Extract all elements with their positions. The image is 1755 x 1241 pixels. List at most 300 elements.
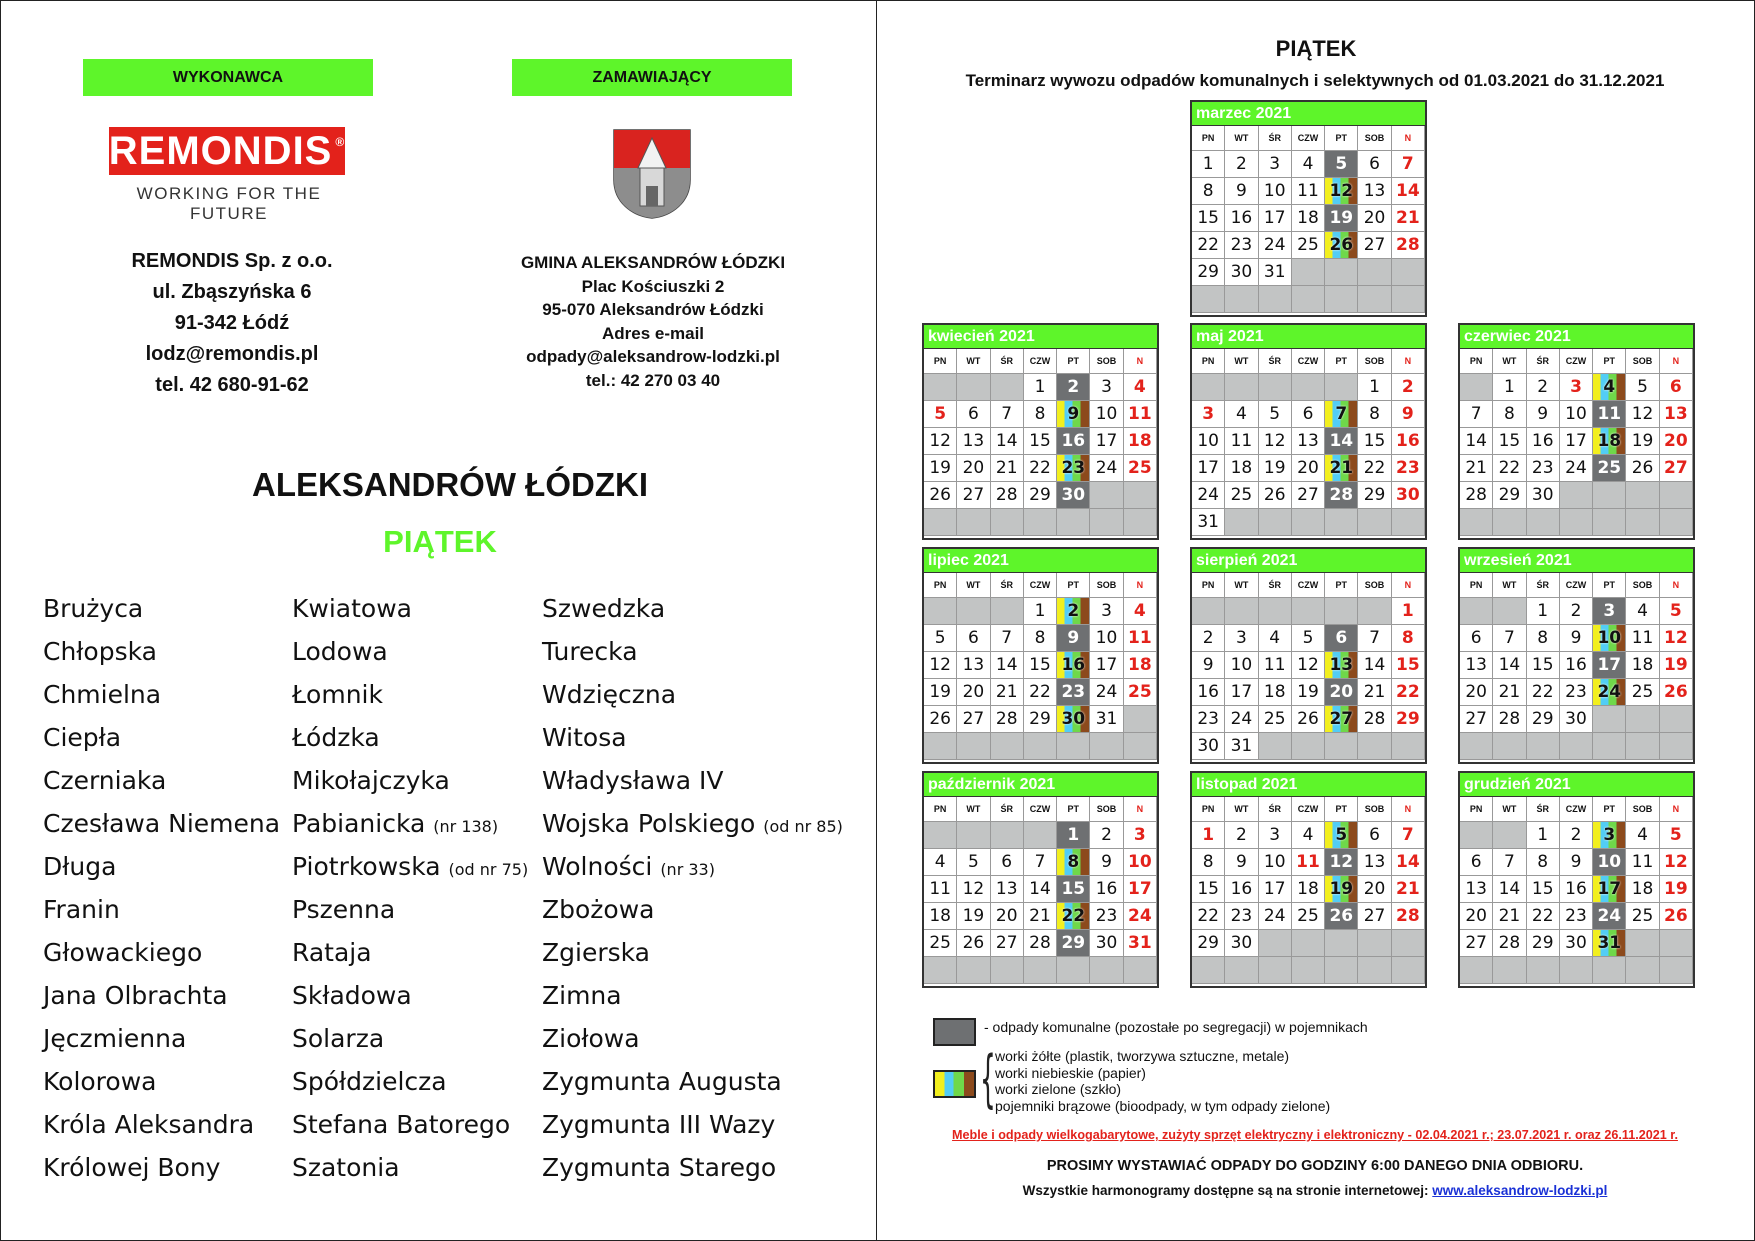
weekday-label: N: [1660, 797, 1693, 822]
day-cell: [1392, 822, 1425, 849]
empty-cell: [1593, 957, 1626, 984]
day-cell: [1124, 849, 1157, 876]
day-cell: [1090, 625, 1123, 652]
day-number: 11: [1631, 628, 1654, 648]
empty-cell: [1292, 598, 1325, 625]
day-cell: [957, 482, 990, 509]
address-line: ul. Zbąszyńska 6: [152, 281, 312, 303]
day-cell: [991, 625, 1024, 652]
empty-cell: [1292, 259, 1325, 286]
weekday-label: PT: [1057, 349, 1090, 374]
day-cell: [1192, 259, 1225, 286]
month-calendar: [922, 771, 1159, 988]
day-cell: [991, 876, 1024, 903]
day-number: 8: [1369, 404, 1380, 424]
day-cell: [957, 625, 990, 652]
street-item: [292, 719, 528, 762]
empty-cell: [1493, 598, 1526, 625]
day-number: 22: [1197, 235, 1219, 255]
day-cell: [991, 652, 1024, 679]
day-number: 3: [1269, 825, 1281, 845]
empty-cell: [1527, 509, 1560, 536]
day-cell: [924, 930, 957, 957]
day-number: 11: [929, 879, 951, 899]
day-cell: [1124, 455, 1157, 482]
day-number: 5: [1335, 825, 1348, 845]
day-number: 30: [1061, 709, 1086, 729]
empty-cell: [1325, 509, 1358, 536]
website-link[interactable]: www.aleksandrow-lodzki.pl: [1432, 1183, 1608, 1198]
schedule-subtitle: Terminarz wywozu odpadów komunalnych i selektywnych od 01.03.2021 do 31.12.2021: [965, 71, 1665, 90]
street-name: Długa: [43, 852, 117, 881]
street-item: [292, 676, 528, 719]
day-number: 1: [1202, 154, 1214, 174]
empty-cell: [1024, 733, 1057, 760]
weekday-label: N: [1392, 126, 1425, 151]
day-number: 12: [929, 431, 951, 451]
weekday-label: N: [1660, 349, 1693, 374]
day-cell: [1259, 205, 1292, 232]
day-cell: [1024, 903, 1057, 930]
weekday-label: N: [1392, 349, 1425, 374]
weekday-label: SOB: [1090, 573, 1123, 598]
empty-cell: [1325, 286, 1358, 313]
day-number: 8: [1537, 628, 1549, 648]
day-number: 25: [1631, 682, 1654, 702]
day-cell: [1024, 598, 1057, 625]
legend-item: pojemniki brązowe (bioodpady, w tym odpady zielone): [995, 1097, 1331, 1114]
day-number: 18: [1631, 879, 1654, 899]
street-item: [292, 805, 528, 848]
day-number: 2: [1401, 377, 1414, 397]
weekday-label: CZW: [1560, 349, 1593, 374]
weekday-label: PN: [1192, 797, 1225, 822]
day-number: 12: [1297, 655, 1319, 675]
day-number: 20: [962, 682, 985, 702]
day-cell: [991, 679, 1024, 706]
day-number: 22: [1029, 682, 1051, 702]
day-number: 9: [1101, 852, 1112, 872]
street-item: [292, 762, 528, 805]
legend-item: worki niebieskie (papier): [995, 1064, 1146, 1081]
street-name: Wdzięczna: [542, 680, 677, 709]
street-name: Składowa: [292, 981, 412, 1010]
day-number: 1: [1537, 825, 1549, 845]
empty-cell: [1593, 482, 1626, 509]
street-item: [43, 633, 280, 676]
day-number: 6: [1669, 377, 1682, 397]
day-cell: [1358, 903, 1391, 930]
remondis-logo-text: REMONDIS: [108, 128, 333, 173]
street-item: [43, 590, 280, 633]
day-cell: [1124, 822, 1157, 849]
empty-cell: [1292, 509, 1325, 536]
day-cell: [1325, 482, 1358, 509]
day-number: 5: [1302, 628, 1314, 648]
day-cell: [1493, 930, 1526, 957]
empty-cell: [1090, 509, 1123, 536]
day-number: 17: [1565, 431, 1587, 451]
day-number: 29: [1197, 933, 1219, 953]
weekday-label: SOB: [1358, 126, 1391, 151]
day-cell: [1660, 652, 1693, 679]
day-cell: [1024, 374, 1057, 401]
day-cell: [1259, 151, 1292, 178]
day-cell: [1626, 903, 1659, 930]
street-item: [43, 1106, 280, 1149]
month-days: [1192, 573, 1425, 760]
weekday-label: PT: [1325, 797, 1358, 822]
month-days: [1192, 797, 1425, 984]
weekday-label: SOB: [1626, 349, 1659, 374]
day-number: 10: [1095, 628, 1118, 648]
day-cell: [924, 482, 957, 509]
empty-cell: [1124, 957, 1157, 984]
empty-cell: [991, 509, 1024, 536]
day-number: 19: [962, 906, 985, 926]
day-cell: [1057, 598, 1090, 625]
day-number: 14: [1465, 431, 1487, 451]
month-title: kwiecień 2021: [924, 325, 1157, 349]
day-number: 15: [1498, 431, 1521, 451]
day-number: 9: [1570, 852, 1582, 872]
empty-cell: [1292, 286, 1325, 313]
empty-cell: [1325, 930, 1358, 957]
day-cell: [1192, 205, 1225, 232]
day-cell: [1460, 428, 1493, 455]
day-cell: [1460, 652, 1493, 679]
day-title: PIĄTEK: [383, 524, 497, 559]
day-cell: [1225, 232, 1258, 259]
day-number: 27: [1465, 709, 1487, 729]
street-name: Głowackiego: [43, 938, 203, 967]
day-cell: [1527, 625, 1560, 652]
day-cell: [1527, 482, 1560, 509]
day-number: 25: [929, 933, 951, 953]
day-number: 7: [1001, 628, 1013, 648]
day-number: 22: [1531, 682, 1554, 702]
street-item: [292, 891, 528, 934]
day-number: 4: [1302, 825, 1314, 845]
day-number: 23: [1061, 458, 1086, 478]
empty-cell: [1192, 374, 1225, 401]
day-cell: [1090, 652, 1123, 679]
day-cell: [1392, 679, 1425, 706]
day-cell: [1527, 455, 1560, 482]
day-cell: [1225, 259, 1258, 286]
day-number: 3: [1133, 825, 1146, 845]
weekday-label: SOB: [1626, 573, 1659, 598]
day-number: 16: [1197, 682, 1219, 702]
weekday-label: CZW: [1292, 797, 1325, 822]
day-number: 9: [1236, 181, 1247, 201]
day-number: 27: [1363, 235, 1386, 255]
day-number: 10: [1230, 655, 1253, 675]
day-number: 14: [1498, 655, 1521, 675]
day-cell: [1527, 428, 1560, 455]
day-number: 23: [1197, 709, 1219, 729]
day-number: 19: [1329, 208, 1354, 228]
day-cell: [1292, 401, 1325, 428]
day-cell: [1225, 930, 1258, 957]
weekday-label: CZW: [1024, 573, 1057, 598]
empty-cell: [1192, 598, 1225, 625]
day-cell: [1024, 482, 1057, 509]
day-cell: [1493, 849, 1526, 876]
day-cell: [1225, 401, 1258, 428]
day-cell: [1090, 903, 1123, 930]
day-cell: [1392, 482, 1425, 509]
day-number: 29: [1498, 485, 1521, 505]
empty-cell: [1259, 374, 1292, 401]
day-number: 13: [962, 431, 985, 451]
empty-cell: [1259, 957, 1292, 984]
empty-cell: [1626, 482, 1659, 509]
street-name: Zgierska: [542, 938, 650, 967]
day-cell: [1392, 706, 1425, 733]
day-cell: [1325, 679, 1358, 706]
day-number: 22: [1197, 906, 1219, 926]
weekday-label: ŚR: [1259, 126, 1292, 151]
month-calendar: [1190, 547, 1427, 764]
day-number: 24: [1095, 682, 1118, 702]
day-number: 28: [1329, 485, 1354, 505]
day-number: 13: [1297, 431, 1319, 451]
day-cell: [1358, 401, 1391, 428]
day-cell: [1660, 822, 1693, 849]
day-cell: [1124, 428, 1157, 455]
day-cell: [1057, 876, 1090, 903]
day-number: 14: [1498, 879, 1521, 899]
weekday-label: N: [1124, 349, 1157, 374]
day-cell: [1057, 428, 1090, 455]
day-number: 5: [1269, 404, 1281, 424]
day-number: 24: [1095, 458, 1118, 478]
day-number: 5: [1669, 601, 1682, 621]
day-cell: [991, 455, 1024, 482]
day-cell: [1259, 876, 1292, 903]
day-number: 21: [1396, 879, 1420, 899]
month-days: [924, 349, 1157, 536]
month-days: [1460, 797, 1693, 984]
day-cell: [1192, 625, 1225, 652]
month-title: listopad 2021: [1192, 773, 1425, 797]
weekday-label: ŚR: [1259, 349, 1292, 374]
weekday-label: PT: [1325, 573, 1358, 598]
day-cell: [1626, 625, 1659, 652]
day-cell: [957, 428, 990, 455]
day-number: 2: [1236, 825, 1247, 845]
day-cell: [1325, 625, 1358, 652]
day-cell: [1090, 706, 1123, 733]
month-title: sierpień 2021: [1192, 549, 1425, 573]
empty-cell: [1493, 509, 1526, 536]
empty-cell: [1225, 286, 1258, 313]
day-cell: [1024, 679, 1057, 706]
day-number: 23: [1565, 906, 1587, 926]
month-calendar: [922, 323, 1159, 540]
day-number: 3: [1101, 377, 1112, 397]
day-cell: [924, 625, 957, 652]
weekday-label: WT: [1493, 573, 1526, 598]
day-cell: [1493, 679, 1526, 706]
day-number: 25: [1230, 485, 1253, 505]
street-item: [43, 1020, 280, 1063]
day-cell: [1024, 652, 1057, 679]
day-number: 23: [1095, 906, 1118, 926]
weekday-label: WT: [1225, 349, 1258, 374]
day-cell: [1660, 401, 1693, 428]
day-cell: [1593, 849, 1626, 876]
day-cell: [1527, 401, 1560, 428]
weekday-label: WT: [957, 349, 990, 374]
street-name: Zygmunta Augusta: [542, 1067, 782, 1096]
day-number: 31: [1597, 933, 1622, 953]
empty-cell: [991, 598, 1024, 625]
weekday-label: CZW: [1292, 573, 1325, 598]
day-number: 8: [1034, 628, 1046, 648]
empty-cell: [924, 957, 957, 984]
day-cell: [1527, 598, 1560, 625]
street-list-1: [43, 590, 280, 1192]
weekday-label: CZW: [1560, 797, 1593, 822]
weekday-label: WT: [1225, 126, 1258, 151]
legend-grey-swatch: [933, 1018, 976, 1046]
day-number: 22: [1498, 458, 1521, 478]
day-number: 16: [1095, 879, 1118, 899]
street-name: Łódzka: [292, 723, 380, 752]
day-number: 19: [1297, 682, 1319, 702]
day-number: 14: [1396, 181, 1420, 201]
day-number: 16: [1230, 879, 1253, 899]
street-item: [43, 676, 280, 719]
contractor-address: [82, 246, 382, 401]
empty-cell: [1460, 598, 1493, 625]
day-number: 17: [1597, 655, 1622, 675]
empty-cell: [1493, 822, 1526, 849]
day-number: 23: [1565, 682, 1587, 702]
day-number: 17: [1263, 879, 1286, 899]
day-cell: [1259, 455, 1292, 482]
street-item: [292, 633, 528, 676]
day-number: 15: [1197, 208, 1219, 228]
day-cell: [1124, 876, 1157, 903]
day-cell: [1560, 374, 1593, 401]
day-cell: [1090, 849, 1123, 876]
empty-cell: [1024, 509, 1057, 536]
street-item: [292, 977, 528, 1020]
address-line: REMONDIS Sp. z o.o.: [131, 250, 333, 272]
day-cell: [1225, 822, 1258, 849]
day-cell: [957, 401, 990, 428]
day-number: 29: [1396, 709, 1420, 729]
weekday-label: ŚR: [991, 573, 1024, 598]
street-name: Pabianicka: [292, 809, 426, 838]
weekday-label: SOB: [1626, 797, 1659, 822]
empty-cell: [1626, 509, 1659, 536]
day-cell: [1392, 428, 1425, 455]
street-name: Piotrkowska: [292, 852, 441, 881]
day-number: 26: [1664, 906, 1688, 926]
empty-cell: [1225, 598, 1258, 625]
day-number: 11: [1597, 404, 1622, 424]
street-name: Szatonia: [292, 1153, 400, 1182]
day-number: 21: [995, 682, 1018, 702]
day-cell: [1325, 849, 1358, 876]
day-cell: [1259, 428, 1292, 455]
day-number: 17: [1230, 682, 1253, 702]
day-number: 18: [929, 906, 951, 926]
day-cell: [1460, 679, 1493, 706]
day-cell: [1225, 178, 1258, 205]
day-cell: [1225, 876, 1258, 903]
day-number: 9: [1202, 655, 1214, 675]
empty-cell: [1560, 509, 1593, 536]
day-cell: [991, 849, 1024, 876]
day-number: 9: [1537, 404, 1549, 424]
day-cell: [1560, 822, 1593, 849]
day-number: 10: [1263, 181, 1286, 201]
day-cell: [1292, 876, 1325, 903]
day-number: 13: [1465, 879, 1487, 899]
day-cell: [1358, 482, 1391, 509]
day-cell: [1325, 822, 1358, 849]
day-cell: [1259, 903, 1292, 930]
day-cell: [1593, 679, 1626, 706]
day-number: 6: [1001, 852, 1013, 872]
day-cell: [924, 401, 957, 428]
weekday-label: WT: [1493, 349, 1526, 374]
street-item: [43, 1063, 280, 1106]
page-divider: [876, 0, 877, 1241]
day-cell: [957, 679, 990, 706]
empty-cell: [1493, 733, 1526, 760]
day-number: 28: [1363, 709, 1386, 729]
bulky-waste-note: Meble i odpady wielkogabarytowe, zużyty sprzęt elektryczny i elektroniczny - 02.04.2021 r.; 23.07.2021 r. oraz 26.11.2021 r.: [952, 1128, 1678, 1142]
day-cell: [1626, 428, 1659, 455]
day-number: 26: [1329, 235, 1354, 255]
day-cell: [1192, 706, 1225, 733]
day-number: 28: [995, 485, 1018, 505]
day-cell: [1225, 151, 1258, 178]
empty-cell: [1660, 930, 1693, 957]
day-cell: [1325, 151, 1358, 178]
day-number: 12: [1263, 431, 1286, 451]
empty-cell: [924, 598, 957, 625]
empty-cell: [1259, 598, 1292, 625]
day-cell: [1259, 625, 1292, 652]
day-cell: [1358, 652, 1391, 679]
day-number: 16: [1531, 431, 1554, 451]
day-cell: [1358, 876, 1391, 903]
coat-of-arms-icon: [612, 128, 692, 220]
day-number: 4: [1637, 825, 1648, 845]
day-cell: [1560, 876, 1593, 903]
day-number: 29: [1029, 709, 1051, 729]
weekday-label: SOB: [1090, 349, 1123, 374]
day-cell: [1493, 428, 1526, 455]
day-cell: [1192, 733, 1225, 760]
day-cell: [1259, 401, 1292, 428]
day-cell: [1660, 625, 1693, 652]
day-cell: [1358, 232, 1391, 259]
day-cell: [957, 652, 990, 679]
month-title: czerwiec 2021: [1460, 325, 1693, 349]
day-cell: [1392, 652, 1425, 679]
day-number: 30: [1230, 262, 1253, 282]
empty-cell: [1090, 957, 1123, 984]
day-cell: [924, 455, 957, 482]
